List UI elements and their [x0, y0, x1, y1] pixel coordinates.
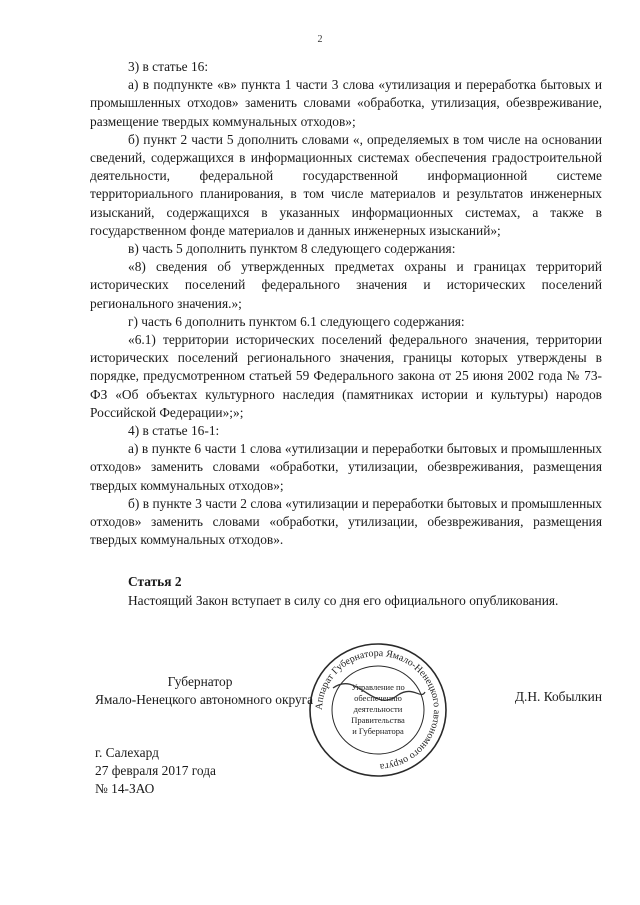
- item-3g: г) часть 6 дополнить пунктом 6.1 следующего содержания:: [128, 313, 465, 329]
- item-3b: б) пункт 2 части 5 дополнить словами «, определяемых в том числе на основании сведений, содержащихся в информационных системах обеспечения градостроительной деятельности, федеральной государственной информационной системе территориального планирования, в том числе материалов и результатов инженерных изысканий, содержащихся в указанных информационных системах, а также в государственном фонде материалов и данных инженерных изысканий»;: [90, 131, 602, 238]
- item-3v-quote: «8) сведения об утвержденных предметах охраны и границах территорий исторических поселений федерального значения и исторических поселений регионального значения.»;: [90, 259, 602, 311]
- item-3v: в) часть 5 дополнить пунктом 8 следующего содержания:: [128, 241, 456, 257]
- stamp-line-4: Правительства: [351, 715, 405, 725]
- document-footer: [95, 744, 216, 798]
- item-3-heading: 3) в статье 16:: [128, 59, 209, 74]
- stamp-line-5: и Губернатора: [352, 726, 404, 736]
- item-3g-quote: «6.1) территории исторических поселений федерального значения, территории исторических поселений регионального значения, границы которых утверждены в порядке, предусмотренном статьей 59 Федерального закона от 25 июня 2002 года № 73-ФЗ «Об объектах культурного наследия (памятниках истории и культуры) народов Российской Федерации»;»;: [90, 332, 602, 420]
- governor-title: Губернатор: [167, 674, 233, 689]
- stamp-ring-text: Аппарат Губернатора Ямало-Ненецкого автономного округа: [313, 647, 443, 772]
- governor-name: Д.Н. Кобылкин: [514, 689, 602, 704]
- city: г. Салехард: [95, 745, 159, 760]
- item-3a: а) в подпункте «в» пункта 1 части 3 слова «утилизация и переработка бытовых и промышленных отходов» заменить словами «обработка, утилизация, обезвреживание, размещение твердых коммунальных отходов»;: [90, 77, 602, 129]
- law-number: № 14-ЗАО: [95, 781, 155, 796]
- item-4a: а) в пункте 6 части 1 слова «утилизации и переработки бытовых и промышленных отходов» заменить словами «обработки, утилизации, обезвреживания, размещения твердых коммунальных отходов»;: [90, 441, 602, 493]
- page-number: 2: [317, 34, 323, 45]
- stamp-line-1: Управление по: [351, 682, 405, 692]
- article-2-title: Статья 2: [128, 574, 182, 590]
- item-4b: б) в пункте 3 части 2 слова «утилизации и переработки бытовых и промышленных отходов» заменить словами «обработки, утилизации, обезвреживания, размещения твердых коммунальных отходов».: [90, 495, 602, 548]
- stamp-line-2: обеспечению: [354, 693, 402, 703]
- official-stamp: [303, 640, 453, 780]
- stamp-line-3: деятельности: [353, 704, 403, 714]
- article-2-text: Настоящий Закон вступает в силу со дня его официального опубликования.: [128, 592, 559, 608]
- governor-region: Ямало-Ненецкого автономного округа: [95, 692, 314, 707]
- date: 27 февраля 2017 года: [95, 763, 216, 778]
- document-body: [90, 58, 602, 610]
- item-4-heading: 4) в статье 16-1:: [128, 423, 220, 439]
